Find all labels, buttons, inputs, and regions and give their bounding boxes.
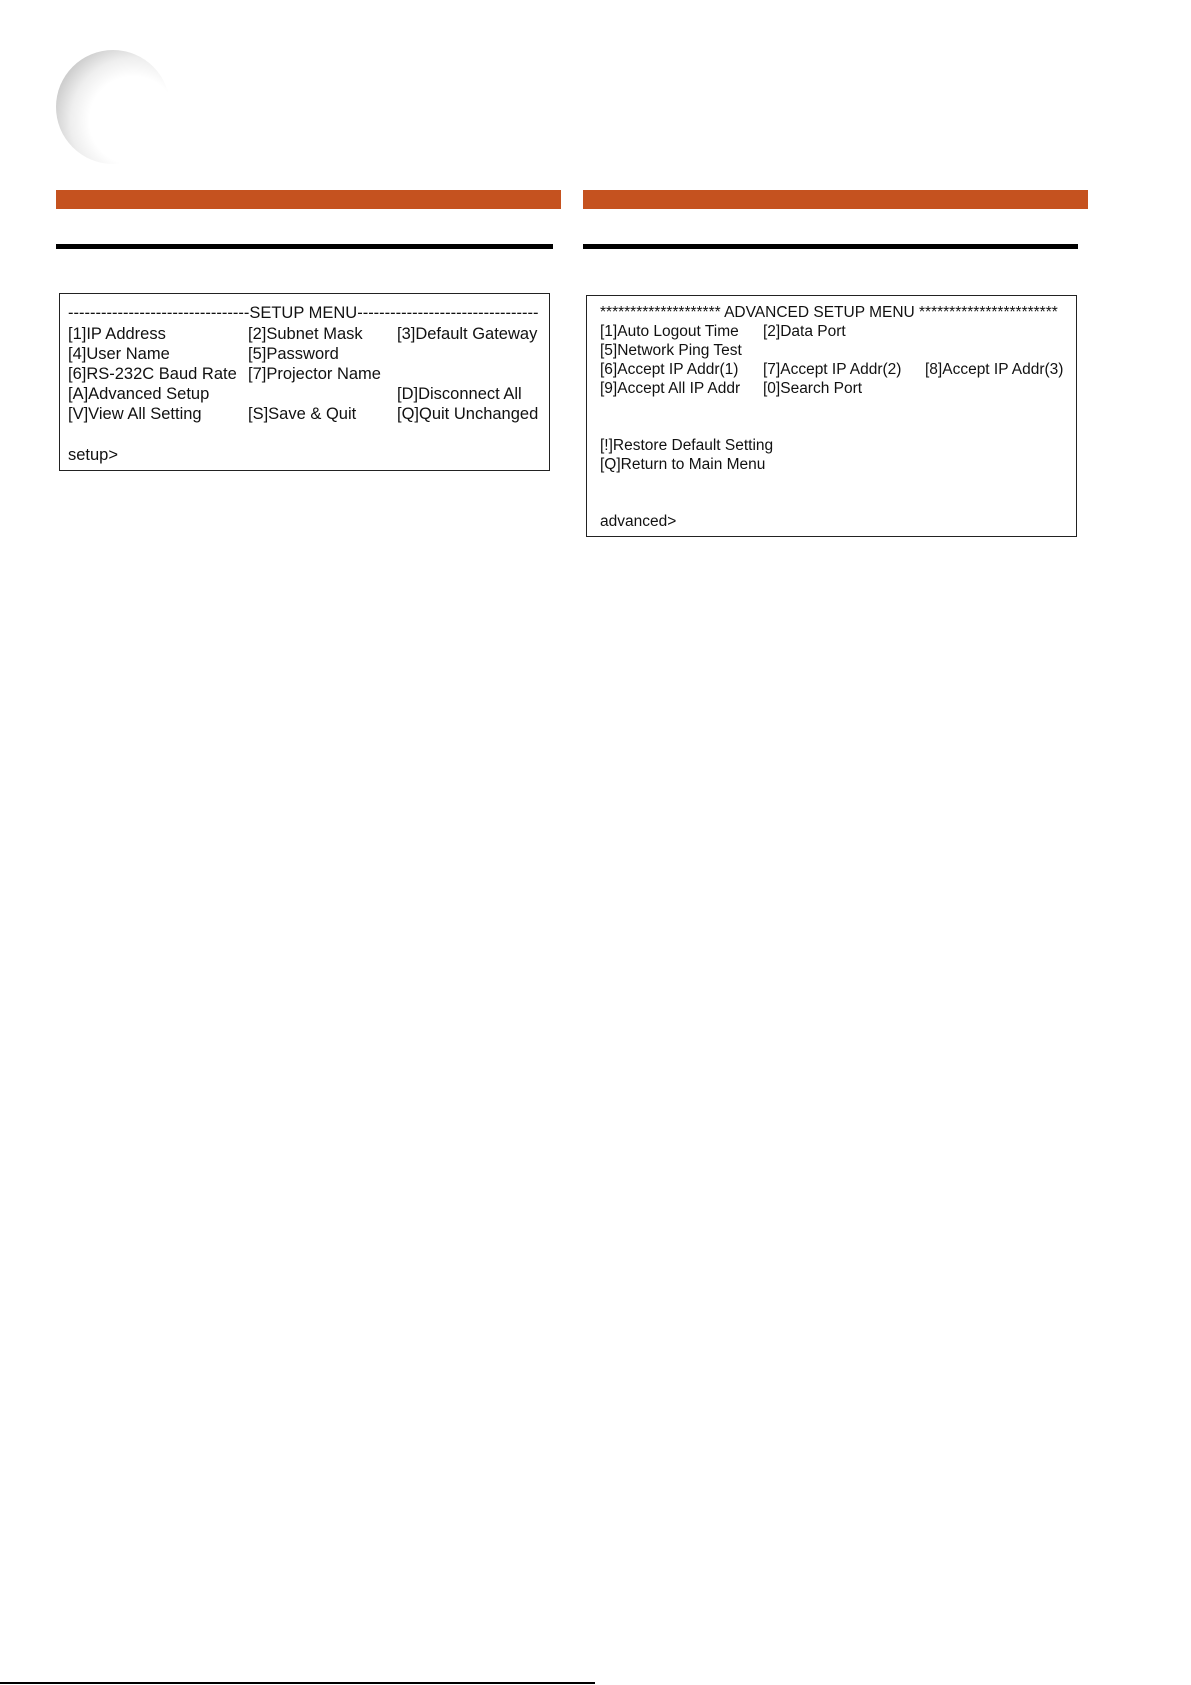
advanced-item-accept-ip-addr-2: [7]Accept IP Addr(2) bbox=[763, 361, 902, 378]
setup-item-quit-unchanged: [Q]Quit Unchanged bbox=[397, 405, 539, 423]
advanced-menu-title: ******************** ADVANCED SETUP MENU *********************** bbox=[600, 305, 1058, 321]
setup-menu-title: ---------------------------------SETUP MENU--------------------------------- bbox=[68, 305, 539, 322]
right-section-rule bbox=[583, 244, 1078, 249]
setup-item-disconnect-all: [D]Disconnect All bbox=[397, 385, 522, 403]
setup-item-view-all-setting: [V]View All Setting bbox=[68, 405, 202, 423]
setup-item-baud-rate: [6]RS-232C Baud Rate bbox=[68, 365, 237, 383]
advanced-item-data-port: [2]Data Port bbox=[763, 323, 846, 340]
advanced-item-network-ping-test: [5]Network Ping Test bbox=[600, 342, 742, 359]
advanced-menu-terminal bbox=[586, 295, 1077, 537]
right-section-header-bar bbox=[583, 190, 1088, 209]
advanced-item-accept-ip-addr-3: [8]Accept IP Addr(3) bbox=[925, 361, 1064, 378]
setup-item-advanced-setup: [A]Advanced Setup bbox=[68, 385, 210, 403]
left-section-rule bbox=[56, 244, 553, 249]
setup-item-ip-address: [1]IP Address bbox=[68, 325, 166, 343]
left-section-header-bar bbox=[56, 190, 561, 209]
decorative-corner-circle bbox=[56, 50, 170, 164]
advanced-item-return-main-menu: [Q]Return to Main Menu bbox=[600, 456, 766, 473]
setup-item-save-quit: [S]Save & Quit bbox=[248, 405, 357, 423]
setup-item-password: [5]Password bbox=[248, 345, 339, 363]
footer-rule bbox=[0, 1682, 595, 1684]
advanced-item-search-port: [0]Search Port bbox=[763, 380, 863, 397]
advanced-item-accept-ip-addr-1: [6]Accept IP Addr(1) bbox=[600, 361, 739, 378]
advanced-item-accept-all-ip-addr: [9]Accept All IP Addr bbox=[600, 380, 741, 397]
setup-item-subnet-mask: [2]Subnet Mask bbox=[248, 325, 363, 343]
setup-menu-terminal bbox=[59, 293, 550, 471]
setup-item-user-name: [4]User Name bbox=[68, 345, 170, 363]
advanced-prompt: advanced> bbox=[600, 513, 677, 530]
setup-item-default-gateway: [3]Default Gateway bbox=[397, 325, 538, 343]
advanced-item-auto-logout-time: [1]Auto Logout Time bbox=[600, 323, 739, 340]
advanced-item-restore-default: [!]Restore Default Setting bbox=[600, 437, 774, 454]
setup-prompt: setup> bbox=[68, 446, 118, 464]
setup-item-projector-name: [7]Projector Name bbox=[248, 365, 381, 383]
